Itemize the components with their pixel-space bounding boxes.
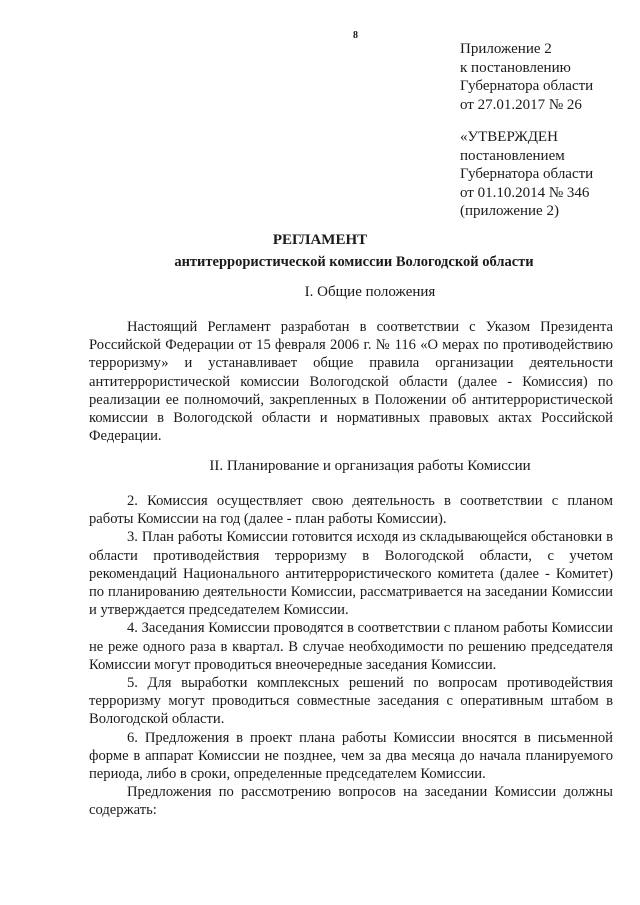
appendix-block (460, 40, 593, 114)
paragraph: Предложения по рассмотрению вопросов на заседании Комиссии должны содержать: (89, 784, 613, 819)
page-number: 8 (353, 30, 358, 41)
appendix-line: к постановлению (460, 59, 571, 76)
document-subtitle: антитеррористической комиссии Вологодской области (174, 254, 534, 270)
appendix-line: Приложение 2 (460, 41, 552, 57)
section-heading-1: I. Общие положения (304, 284, 436, 300)
paragraph: 3. План работы Комиссии готовится исходя из складывающейся обстановки в области противодействия терроризму в Вологодской области, с учетом рекомендаций Национального антитеррористического комитета (далее - Комитет) по планированию деятельности Комиссии, рассматривается на заседании Комиссии и утверждается председателем Комиссии. (89, 529, 613, 619)
paragraph: 6. Предложения в проект плана работы Комиссии вносятся в письменной форме в аппарат Комиссии не позднее, чем за два месяца до начала планируемого периода, либо в сроки, определенные председателем Комиссии. (89, 729, 613, 783)
approved-line: (приложение 2) (460, 203, 559, 219)
paragraph: 4. Заседания Комиссии проводятся в соответствии с планом работы Комиссии не реже одного раза в квартал. В случае необходимости по решению председателя Комиссии могут проводиться внеочередные заседания Комиссии. (89, 620, 613, 673)
appendix-line: от 27.01.2017 № 26 (460, 96, 582, 113)
approved-block (460, 128, 593, 221)
document-title: РЕГЛАМЕНТ (272, 232, 368, 248)
paragraph: 2. Комиссия осуществляет свою деятельность в соответствии с планом работы Комиссии на год (далее - план работы Комиссии). (89, 493, 613, 528)
appendix-line: Губернатора области (460, 78, 594, 94)
section-heading-2: II. Планирование и организация работы Комиссии (209, 458, 531, 474)
approved-line: Губернатора области (460, 166, 594, 182)
approved-line: «УТВЕРЖДЕН (460, 129, 558, 145)
paragraph: Настоящий Регламент разработан в соответствии с Указом Президента Российской Федерации от 15 февраля 2006 г. № 116 «О мерах по противодействию терроризму» и устанавливает общие правила организации деятельности антитеррористической комиссии Вологодской области (далее - Комиссия) по реализации ее полномочий, закрепленных в Положении об антитеррористической комиссии в Вологодской области и нормативных правовых актах Российской Федерации. (89, 319, 613, 445)
approved-line: постановлением (460, 147, 565, 164)
paragraph: 5. Для выработки комплексных решений по вопросам противодействия терроризму могут проводиться совместные заседания с оперативным штабом в Вологодской области. (89, 675, 613, 728)
approved-line: от 01.10.2014 № 346 (460, 184, 590, 201)
section-2-body (89, 492, 613, 820)
section-1-body (89, 318, 613, 445)
